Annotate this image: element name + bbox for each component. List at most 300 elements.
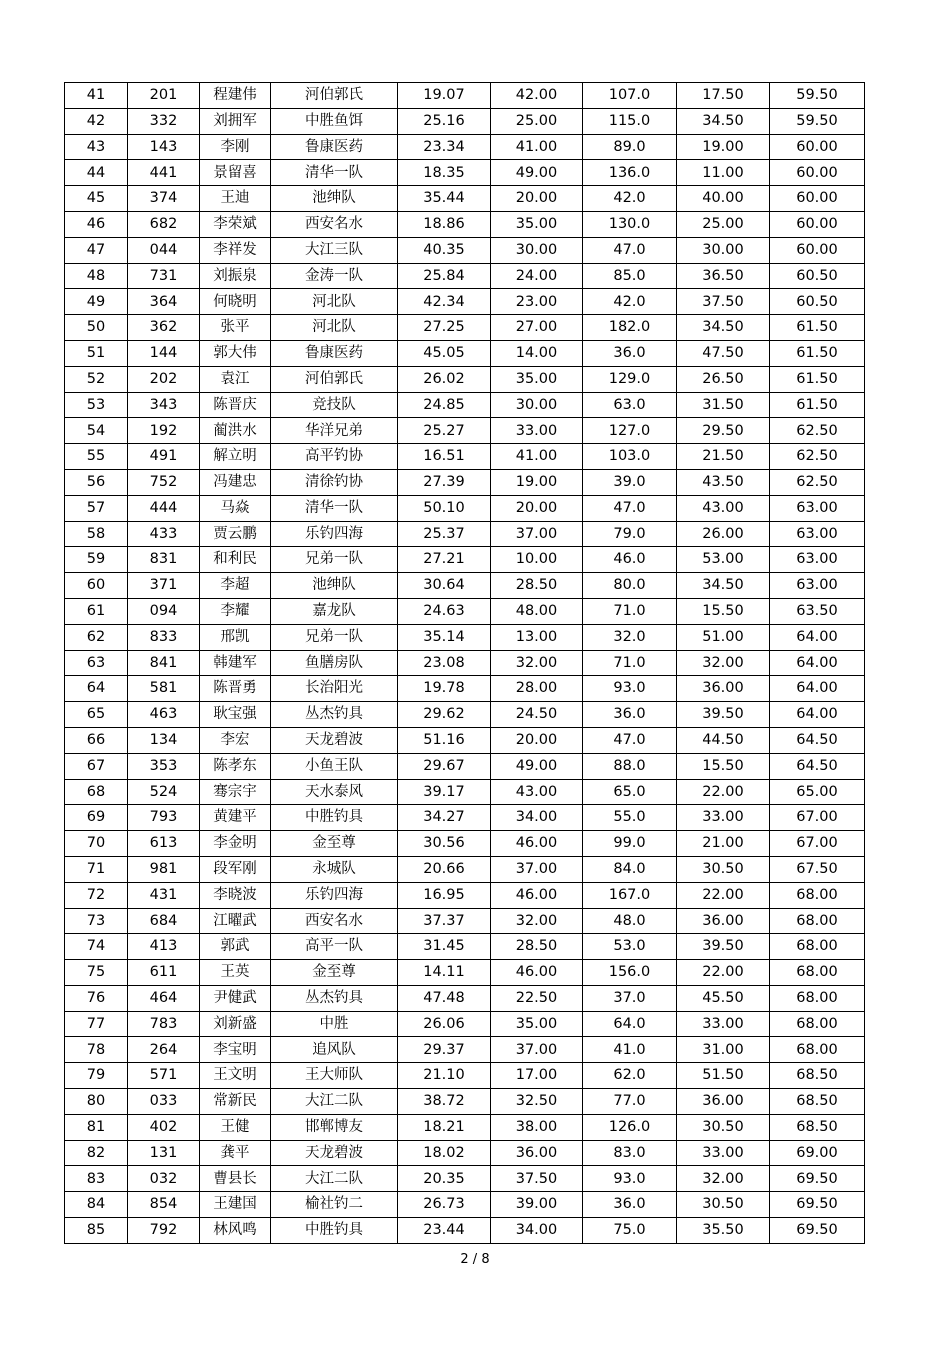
cell-name: 张平 xyxy=(200,315,271,341)
table-row xyxy=(65,1114,865,1140)
cell-rank: 68 xyxy=(65,779,128,805)
table-row xyxy=(65,186,865,212)
table-row xyxy=(65,263,865,289)
cell-col7: 83.0 xyxy=(583,1140,677,1166)
cell-col6: 49.00 xyxy=(491,160,583,186)
cell-col7: 127.0 xyxy=(583,418,677,444)
cell-col6: 49.00 xyxy=(491,753,583,779)
cell-team: 河北队 xyxy=(271,315,398,341)
cell-col9: 64.00 xyxy=(770,624,865,650)
table-row xyxy=(65,624,865,650)
cell-col6: 48.00 xyxy=(491,598,583,624)
cell-col5: 38.72 xyxy=(398,1089,491,1115)
cell-col5: 23.44 xyxy=(398,1218,491,1244)
cell-team: 金涛一队 xyxy=(271,263,398,289)
cell-name: 马焱 xyxy=(200,495,271,521)
cell-col6: 28.50 xyxy=(491,934,583,960)
cell-rank: 48 xyxy=(65,263,128,289)
cell-rank: 85 xyxy=(65,1218,128,1244)
cell-col9: 64.50 xyxy=(770,753,865,779)
cell-rank: 46 xyxy=(65,211,128,237)
cell-col6: 28.00 xyxy=(491,676,583,702)
table-row xyxy=(65,908,865,934)
table-row xyxy=(65,444,865,470)
cell-col9: 62.50 xyxy=(770,469,865,495)
cell-col6: 32.00 xyxy=(491,650,583,676)
cell-rank: 67 xyxy=(65,753,128,779)
cell-col8: 31.50 xyxy=(677,392,770,418)
cell-col9: 67.00 xyxy=(770,805,865,831)
cell-col7: 80.0 xyxy=(583,573,677,599)
cell-col7: 182.0 xyxy=(583,315,677,341)
cell-number: 353 xyxy=(128,753,200,779)
cell-team: 高平钓协 xyxy=(271,444,398,470)
cell-team: 兄弟一队 xyxy=(271,624,398,650)
cell-number: 332 xyxy=(128,108,200,134)
cell-col9: 68.00 xyxy=(770,1037,865,1063)
table-row xyxy=(65,1011,865,1037)
table-row xyxy=(65,1089,865,1115)
cell-col9: 63.50 xyxy=(770,598,865,624)
cell-team: 天龙碧波 xyxy=(271,1140,398,1166)
cell-col9: 60.50 xyxy=(770,263,865,289)
cell-rank: 82 xyxy=(65,1140,128,1166)
table-row xyxy=(65,495,865,521)
cell-rank: 55 xyxy=(65,444,128,470)
cell-name: 尹健武 xyxy=(200,985,271,1011)
table-row xyxy=(65,469,865,495)
cell-col8: 34.50 xyxy=(677,108,770,134)
table-row xyxy=(65,960,865,986)
cell-col7: 64.0 xyxy=(583,1011,677,1037)
cell-rank: 64 xyxy=(65,676,128,702)
cell-rank: 84 xyxy=(65,1192,128,1218)
cell-name: 王文明 xyxy=(200,1063,271,1089)
cell-col6: 24.00 xyxy=(491,263,583,289)
cell-col8: 43.50 xyxy=(677,469,770,495)
cell-col8: 39.50 xyxy=(677,702,770,728)
table-row xyxy=(65,211,865,237)
cell-col5: 51.16 xyxy=(398,727,491,753)
cell-rank: 41 xyxy=(65,83,128,109)
cell-col9: 69.50 xyxy=(770,1166,865,1192)
cell-col8: 36.00 xyxy=(677,908,770,934)
cell-number: 684 xyxy=(128,908,200,934)
cell-col8: 26.00 xyxy=(677,521,770,547)
cell-name: 陈孝东 xyxy=(200,753,271,779)
cell-rank: 70 xyxy=(65,831,128,857)
cell-name: 韩建军 xyxy=(200,650,271,676)
cell-col9: 68.00 xyxy=(770,882,865,908)
cell-number: 793 xyxy=(128,805,200,831)
table-row xyxy=(65,1166,865,1192)
cell-col5: 25.16 xyxy=(398,108,491,134)
cell-name: 黄建平 xyxy=(200,805,271,831)
cell-name: 李超 xyxy=(200,573,271,599)
cell-col5: 27.39 xyxy=(398,469,491,495)
cell-team: 追风队 xyxy=(271,1037,398,1063)
cell-team: 清华一队 xyxy=(271,495,398,521)
cell-number: 463 xyxy=(128,702,200,728)
table-row xyxy=(65,340,865,366)
cell-col9: 63.00 xyxy=(770,573,865,599)
cell-col6: 28.50 xyxy=(491,573,583,599)
cell-col6: 37.00 xyxy=(491,1037,583,1063)
cell-team: 嘉龙队 xyxy=(271,598,398,624)
cell-col5: 34.27 xyxy=(398,805,491,831)
cell-name: 陈晋庆 xyxy=(200,392,271,418)
cell-col8: 36.00 xyxy=(677,1089,770,1115)
cell-rank: 77 xyxy=(65,1011,128,1037)
cell-rank: 43 xyxy=(65,134,128,160)
cell-team: 丛杰钓具 xyxy=(271,985,398,1011)
cell-col9: 60.00 xyxy=(770,160,865,186)
cell-col7: 65.0 xyxy=(583,779,677,805)
cell-number: 371 xyxy=(128,573,200,599)
cell-col7: 53.0 xyxy=(583,934,677,960)
cell-col7: 41.0 xyxy=(583,1037,677,1063)
cell-team: 河北队 xyxy=(271,289,398,315)
cell-name: 李金明 xyxy=(200,831,271,857)
cell-rank: 62 xyxy=(65,624,128,650)
table-row xyxy=(65,392,865,418)
table-row xyxy=(65,753,865,779)
cell-rank: 81 xyxy=(65,1114,128,1140)
cell-col7: 75.0 xyxy=(583,1218,677,1244)
cell-col9: 68.00 xyxy=(770,934,865,960)
cell-col8: 30.00 xyxy=(677,237,770,263)
cell-col5: 18.86 xyxy=(398,211,491,237)
cell-col8: 15.50 xyxy=(677,753,770,779)
cell-col7: 62.0 xyxy=(583,1063,677,1089)
cell-name: 王健 xyxy=(200,1114,271,1140)
cell-col7: 115.0 xyxy=(583,108,677,134)
table-row xyxy=(65,83,865,109)
cell-name: 王建国 xyxy=(200,1192,271,1218)
cell-col8: 36.00 xyxy=(677,676,770,702)
cell-col7: 79.0 xyxy=(583,521,677,547)
results-table xyxy=(64,82,865,1244)
cell-name: 林风鸣 xyxy=(200,1218,271,1244)
cell-col7: 48.0 xyxy=(583,908,677,934)
cell-col9: 59.50 xyxy=(770,83,865,109)
cell-number: 444 xyxy=(128,495,200,521)
cell-name: 贾云鹏 xyxy=(200,521,271,547)
cell-col5: 23.08 xyxy=(398,650,491,676)
table-row xyxy=(65,160,865,186)
table-row xyxy=(65,598,865,624)
cell-col9: 60.00 xyxy=(770,237,865,263)
cell-col7: 42.0 xyxy=(583,289,677,315)
cell-number: 192 xyxy=(128,418,200,444)
cell-col8: 36.50 xyxy=(677,263,770,289)
cell-col9: 68.50 xyxy=(770,1114,865,1140)
cell-col5: 23.34 xyxy=(398,134,491,160)
cell-number: 792 xyxy=(128,1218,200,1244)
cell-col9: 64.50 xyxy=(770,727,865,753)
cell-col6: 22.50 xyxy=(491,985,583,1011)
cell-col6: 46.00 xyxy=(491,882,583,908)
table-row xyxy=(65,856,865,882)
cell-col7: 36.0 xyxy=(583,340,677,366)
cell-col5: 26.02 xyxy=(398,366,491,392)
table-row xyxy=(65,1037,865,1063)
cell-col8: 34.50 xyxy=(677,315,770,341)
cell-number: 752 xyxy=(128,469,200,495)
cell-rank: 83 xyxy=(65,1166,128,1192)
cell-number: 431 xyxy=(128,882,200,908)
cell-rank: 72 xyxy=(65,882,128,908)
cell-col7: 88.0 xyxy=(583,753,677,779)
cell-col7: 39.0 xyxy=(583,469,677,495)
cell-rank: 76 xyxy=(65,985,128,1011)
cell-name: 李晓波 xyxy=(200,882,271,908)
table-row xyxy=(65,108,865,134)
cell-col8: 22.00 xyxy=(677,960,770,986)
cell-col8: 33.00 xyxy=(677,805,770,831)
cell-name: 和利民 xyxy=(200,547,271,573)
cell-col9: 62.50 xyxy=(770,444,865,470)
cell-team: 华洋兄弟 xyxy=(271,418,398,444)
table-row xyxy=(65,418,865,444)
cell-name: 李耀 xyxy=(200,598,271,624)
cell-number: 831 xyxy=(128,547,200,573)
cell-col7: 107.0 xyxy=(583,83,677,109)
cell-col8: 22.00 xyxy=(677,882,770,908)
table-row xyxy=(65,289,865,315)
cell-col7: 77.0 xyxy=(583,1089,677,1115)
cell-col6: 25.00 xyxy=(491,108,583,134)
cell-rank: 44 xyxy=(65,160,128,186)
cell-col5: 24.85 xyxy=(398,392,491,418)
table-row xyxy=(65,650,865,676)
table-row xyxy=(65,1063,865,1089)
cell-team: 小鱼王队 xyxy=(271,753,398,779)
cell-team: 中胜鱼饵 xyxy=(271,108,398,134)
cell-col5: 31.45 xyxy=(398,934,491,960)
cell-col7: 129.0 xyxy=(583,366,677,392)
cell-col9: 68.50 xyxy=(770,1089,865,1115)
cell-name: 解立明 xyxy=(200,444,271,470)
cell-col7: 130.0 xyxy=(583,211,677,237)
cell-col9: 60.00 xyxy=(770,134,865,160)
cell-team: 池绅队 xyxy=(271,186,398,212)
cell-team: 金至尊 xyxy=(271,831,398,857)
cell-name: 李刚 xyxy=(200,134,271,160)
cell-rank: 73 xyxy=(65,908,128,934)
table-row xyxy=(65,831,865,857)
cell-col7: 32.0 xyxy=(583,624,677,650)
cell-col6: 46.00 xyxy=(491,831,583,857)
cell-col7: 55.0 xyxy=(583,805,677,831)
cell-team: 高平一队 xyxy=(271,934,398,960)
cell-number: 201 xyxy=(128,83,200,109)
cell-col7: 37.0 xyxy=(583,985,677,1011)
cell-col5: 40.35 xyxy=(398,237,491,263)
cell-name: 骞宗宇 xyxy=(200,779,271,805)
table-row xyxy=(65,882,865,908)
cell-col6: 24.50 xyxy=(491,702,583,728)
cell-name: 王英 xyxy=(200,960,271,986)
cell-col8: 51.00 xyxy=(677,624,770,650)
cell-team: 河伯郭氏 xyxy=(271,83,398,109)
cell-col7: 99.0 xyxy=(583,831,677,857)
cell-number: 464 xyxy=(128,985,200,1011)
cell-number: 131 xyxy=(128,1140,200,1166)
cell-rank: 49 xyxy=(65,289,128,315)
cell-number: 783 xyxy=(128,1011,200,1037)
cell-col9: 62.50 xyxy=(770,418,865,444)
cell-col8: 25.00 xyxy=(677,211,770,237)
cell-col9: 60.00 xyxy=(770,186,865,212)
cell-col6: 13.00 xyxy=(491,624,583,650)
table-row xyxy=(65,237,865,263)
cell-col5: 42.34 xyxy=(398,289,491,315)
cell-col6: 20.00 xyxy=(491,186,583,212)
cell-team: 中胜 xyxy=(271,1011,398,1037)
table-row xyxy=(65,315,865,341)
cell-name: 江曜武 xyxy=(200,908,271,934)
cell-col5: 26.06 xyxy=(398,1011,491,1037)
cell-team: 王大师队 xyxy=(271,1063,398,1089)
cell-name: 袁江 xyxy=(200,366,271,392)
table-row xyxy=(65,702,865,728)
cell-col9: 60.50 xyxy=(770,289,865,315)
table-row xyxy=(65,805,865,831)
table-row xyxy=(65,1140,865,1166)
cell-col5: 16.95 xyxy=(398,882,491,908)
cell-col7: 93.0 xyxy=(583,1166,677,1192)
cell-number: 202 xyxy=(128,366,200,392)
cell-col5: 14.11 xyxy=(398,960,491,986)
cell-col8: 22.00 xyxy=(677,779,770,805)
cell-rank: 78 xyxy=(65,1037,128,1063)
cell-team: 大江三队 xyxy=(271,237,398,263)
cell-col7: 71.0 xyxy=(583,650,677,676)
cell-col7: 36.0 xyxy=(583,1192,677,1218)
cell-col8: 43.00 xyxy=(677,495,770,521)
cell-col6: 20.00 xyxy=(491,495,583,521)
cell-col6: 43.00 xyxy=(491,779,583,805)
table-row xyxy=(65,1218,865,1244)
cell-number: 854 xyxy=(128,1192,200,1218)
results-table-body xyxy=(65,83,865,1244)
cell-col6: 23.00 xyxy=(491,289,583,315)
cell-col9: 64.00 xyxy=(770,702,865,728)
cell-col8: 51.50 xyxy=(677,1063,770,1089)
cell-col5: 29.62 xyxy=(398,702,491,728)
cell-number: 264 xyxy=(128,1037,200,1063)
cell-col7: 71.0 xyxy=(583,598,677,624)
cell-col7: 42.0 xyxy=(583,186,677,212)
cell-col5: 18.21 xyxy=(398,1114,491,1140)
cell-col5: 26.73 xyxy=(398,1192,491,1218)
cell-col9: 59.50 xyxy=(770,108,865,134)
cell-col8: 37.50 xyxy=(677,289,770,315)
cell-team: 鲁康医药 xyxy=(271,340,398,366)
cell-name: 刘拥军 xyxy=(200,108,271,134)
cell-number: 611 xyxy=(128,960,200,986)
cell-col6: 34.00 xyxy=(491,805,583,831)
cell-col8: 30.50 xyxy=(677,856,770,882)
cell-rank: 56 xyxy=(65,469,128,495)
cell-team: 天龙碧波 xyxy=(271,727,398,753)
cell-team: 竞技队 xyxy=(271,392,398,418)
cell-col6: 39.00 xyxy=(491,1192,583,1218)
cell-col8: 45.50 xyxy=(677,985,770,1011)
cell-name: 龚平 xyxy=(200,1140,271,1166)
cell-rank: 58 xyxy=(65,521,128,547)
cell-col7: 47.0 xyxy=(583,495,677,521)
cell-name: 李宏 xyxy=(200,727,271,753)
cell-number: 402 xyxy=(128,1114,200,1140)
cell-col9: 63.00 xyxy=(770,495,865,521)
table-row xyxy=(65,1192,865,1218)
cell-col7: 85.0 xyxy=(583,263,677,289)
cell-col9: 67.50 xyxy=(770,856,865,882)
cell-rank: 65 xyxy=(65,702,128,728)
table-row xyxy=(65,779,865,805)
cell-col7: 103.0 xyxy=(583,444,677,470)
table-row xyxy=(65,985,865,1011)
cell-col8: 21.00 xyxy=(677,831,770,857)
cell-col9: 68.00 xyxy=(770,908,865,934)
cell-team: 河伯郭氏 xyxy=(271,366,398,392)
cell-col6: 30.00 xyxy=(491,392,583,418)
table-row xyxy=(65,727,865,753)
cell-col6: 35.00 xyxy=(491,1011,583,1037)
table-row xyxy=(65,676,865,702)
cell-col6: 17.00 xyxy=(491,1063,583,1089)
cell-name: 刘振泉 xyxy=(200,263,271,289)
cell-name: 常新民 xyxy=(200,1089,271,1115)
cell-number: 981 xyxy=(128,856,200,882)
cell-name: 李祥发 xyxy=(200,237,271,263)
cell-rank: 79 xyxy=(65,1063,128,1089)
cell-rank: 69 xyxy=(65,805,128,831)
cell-col7: 89.0 xyxy=(583,134,677,160)
cell-rank: 53 xyxy=(65,392,128,418)
cell-number: 413 xyxy=(128,934,200,960)
cell-name: 李荣斌 xyxy=(200,211,271,237)
cell-number: 613 xyxy=(128,831,200,857)
cell-col5: 47.48 xyxy=(398,985,491,1011)
cell-col9: 61.50 xyxy=(770,366,865,392)
cell-col7: 47.0 xyxy=(583,237,677,263)
cell-name: 蔺洪水 xyxy=(200,418,271,444)
page-number: 2 / 8 xyxy=(460,1252,490,1267)
cell-col7: 167.0 xyxy=(583,882,677,908)
cell-team: 兄弟一队 xyxy=(271,547,398,573)
table-row xyxy=(65,547,865,573)
cell-team: 鲁康医药 xyxy=(271,134,398,160)
cell-col5: 39.17 xyxy=(398,779,491,805)
cell-number: 833 xyxy=(128,624,200,650)
cell-team: 天水泰风 xyxy=(271,779,398,805)
cell-col7: 36.0 xyxy=(583,702,677,728)
cell-col9: 63.00 xyxy=(770,547,865,573)
cell-col7: 46.0 xyxy=(583,547,677,573)
cell-number: 571 xyxy=(128,1063,200,1089)
cell-col8: 33.00 xyxy=(677,1140,770,1166)
cell-name: 景留喜 xyxy=(200,160,271,186)
cell-name: 段军刚 xyxy=(200,856,271,882)
cell-name: 郭大伟 xyxy=(200,340,271,366)
cell-col9: 69.00 xyxy=(770,1140,865,1166)
cell-col7: 93.0 xyxy=(583,676,677,702)
cell-col5: 19.78 xyxy=(398,676,491,702)
cell-col6: 37.50 xyxy=(491,1166,583,1192)
